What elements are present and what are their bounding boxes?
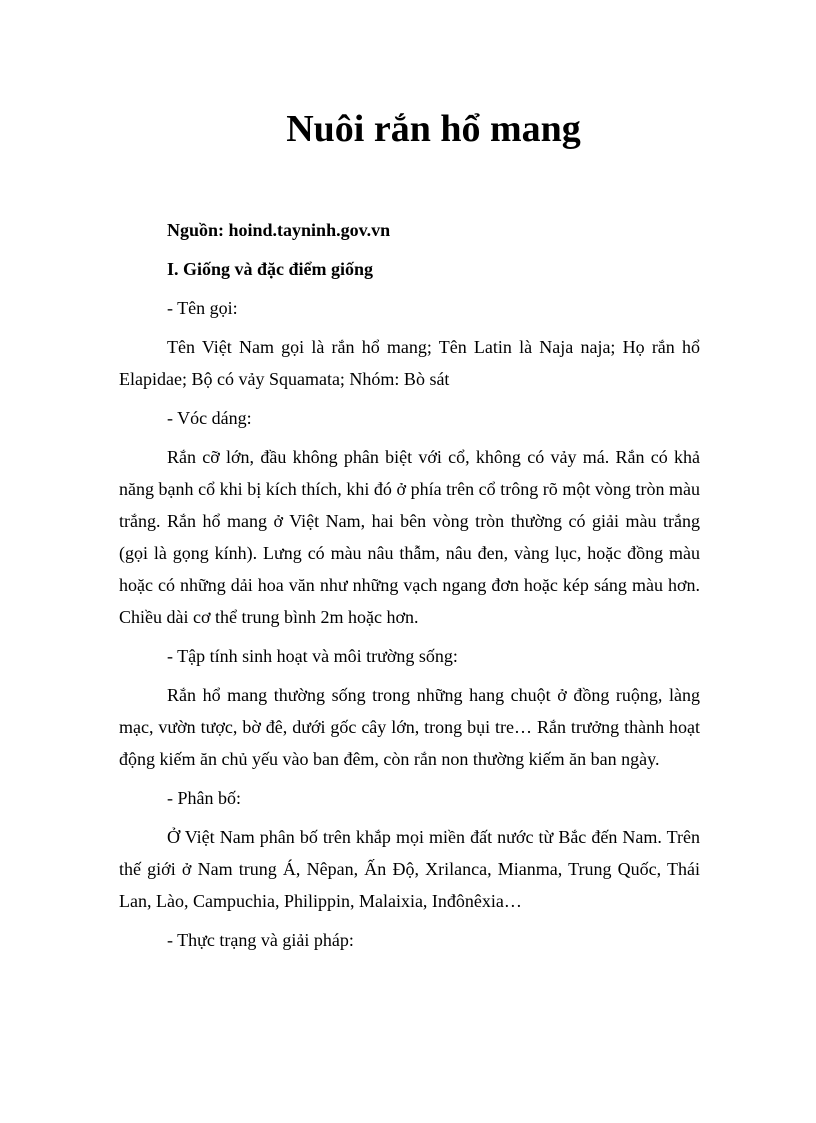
paragraph-ten-goi: Tên Việt Nam gọi là rắn hổ mang; Tên Latin là Naja naja; Họ rắn hổ Elapidae; Bộ có vảy Squamata; Nhóm: Bò sát: [119, 337, 700, 389]
paragraph-phan-bo: Ở Việt Nam phân bố trên khắp mọi miền đất nước từ Bắc đến Nam. Trên thế giới ở Nam trung Á, Nêpan, Ấn Độ, Xrilanca, Mianma, Trung Quốc, Thái Lan, Lào, Campuchia, Philippin, Malaixia, Inđônêxia…: [119, 827, 700, 911]
label-phan-bo: - Phân bố:: [167, 788, 241, 808]
document-title: Nuôi rắn hổ mang: [286, 108, 581, 150]
document-body: [119, 214, 700, 956]
label-thuc-trang: - Thực trạng và giải pháp:: [167, 930, 354, 950]
label-voc-dang: - Vóc dáng:: [167, 408, 252, 428]
source-line: Nguồn: hoind.tayninh.gov.vn: [167, 220, 391, 240]
section-heading: I. Giống và đặc điểm giống: [167, 259, 374, 279]
label-ten-goi: - Tên gọi:: [167, 298, 238, 318]
paragraph-voc-dang: Rắn cỡ lớn, đầu không phân biệt với cổ, không có vảy má. Rắn có khả năng bạnh cổ khi bị kích thích, khi đó ở phía trên cổ trông rõ một vòng tròn màu trắng. Rắn hổ mang ở Việt Nam, hai bên vòng tròn thường có giải màu trắng (gọi là gọng kính). Lưng có màu nâu thẫm, nâu đen, vàng lục, hoặc đồng màu hoặc có những dải hoa văn như những vạch ngang đơn hoặc kép sáng màu hơn. Chiều dài cơ thể trung bình 2m hoặc hơn.: [119, 447, 700, 627]
paragraph-tap-tinh: Rắn hổ mang thường sống trong những hang chuột ở đồng ruộng, làng mạc, vườn tược, bờ đê, dưới gốc cây lớn, trong bụi tre… Rắn trưởng thành hoạt động kiếm ăn chủ yếu vào ban đêm, còn rắn non thường kiếm ăn ban ngày.: [119, 685, 700, 769]
document-content: [119, 0, 700, 963]
label-tap-tinh: - Tập tính sinh hoạt và môi trường sống:: [167, 646, 458, 666]
